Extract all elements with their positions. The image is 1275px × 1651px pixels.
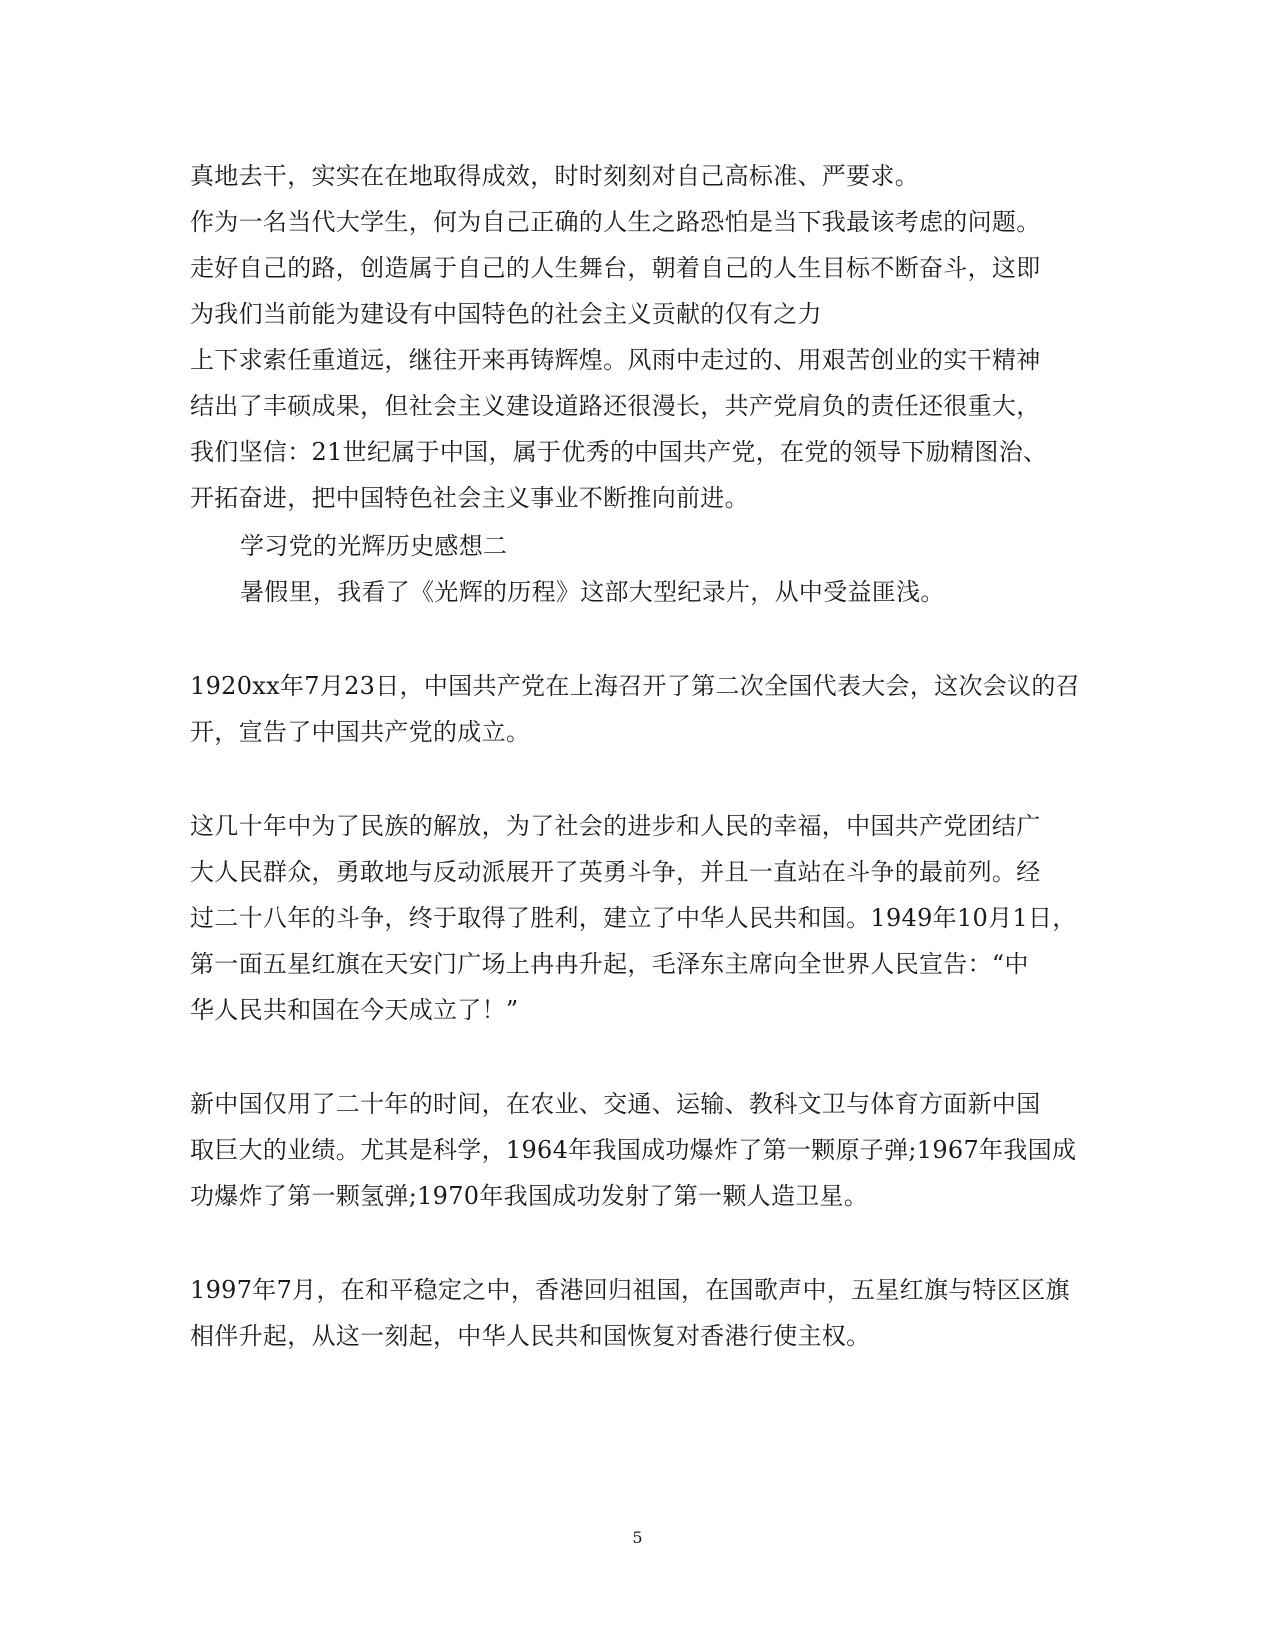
text-line: 大人民群众，勇敢地与反动派展开了英勇斗争，并且一直站在斗争的最前列。经 — [190, 858, 1041, 886]
text-line: 过二十八年的斗争，终于取得了胜利，建立了中华人民共和国。1949年10月1日， — [190, 904, 1077, 932]
text-line: 结出了丰硕成果，但社会主义建设道路还很漫长，共产党肩负的责任还很重大， — [190, 392, 1041, 420]
text-line: 1997年7月，在和平稳定之中，香港回归祖国，在国歌声中，五星红旗与特区区旗 — [190, 1276, 1070, 1304]
text-line: 1920xx年7月23日，中国共产党在上海召开了第二次全国代表大会，这次会议的召 — [190, 672, 1080, 700]
text-line: 这几十年中为了民族的解放，为了社会的进步和人民的幸福，中国共产党团结广 — [190, 812, 1041, 840]
text-line: 新中国仅用了二十年的时间，在农业、交通、运输、教科文卫与体育方面新中国 — [190, 1090, 1041, 1118]
text-line: 取巨大的业绩。尤其是科学，1964年我国成功爆炸了第一颗原子弹;1967年我国成 — [190, 1136, 1077, 1164]
text-line: 为我们当前能为建设有中国特色的社会主义贡献的仅有之力 — [190, 300, 822, 328]
text-line: 暑假里，我看了《光辉的历程》这部大型纪录片，从中受益匪浅。 — [240, 578, 945, 606]
text-line: 上下求索任重道远，继往开来再铸辉煌。风雨中走过的、用艰苦创业的实干精神 — [190, 346, 1041, 374]
text-line: 相伴升起，从这一刻起，中华人民共和国恢复对香港行使主权。 — [190, 1322, 871, 1350]
section-heading: 学习党的光辉历史感想二 — [240, 532, 508, 560]
text-line: 走好自己的路，创造属于自己的人生舞台，朝着自己的人生目标不断奋斗，这即 — [190, 254, 1041, 282]
page-number: 5 — [632, 1528, 643, 1547]
text-line: 我们坚信：21世纪属于中国，属于优秀的中国共产党，在党的领导下励精图治、 — [190, 438, 1048, 466]
text-line: 作为一名当代大学生，何为自己正确的人生之路恐怕是当下我最该考虑的问题。 — [190, 208, 1041, 236]
text-line: 开，宣告了中国共产党的成立。 — [190, 718, 531, 746]
text-line: 真地去干，实实在在地取得成效，时时刻刻对自己高标准、严要求。 — [190, 162, 919, 190]
text-line: 功爆炸了第一颗氢弹;1970年我国成功发射了第一颗人造卫星。 — [190, 1182, 869, 1210]
text-line: 开拓奋进，把中国特色社会主义事业不断推向前进。 — [190, 484, 749, 512]
text-line: 华人民共和国在今天成立了！” — [190, 996, 519, 1024]
text-line: 第一面五星红旗在天安门广场上冉冉升起，毛泽东主席向全世界人民宣告：“中 — [190, 950, 1029, 978]
